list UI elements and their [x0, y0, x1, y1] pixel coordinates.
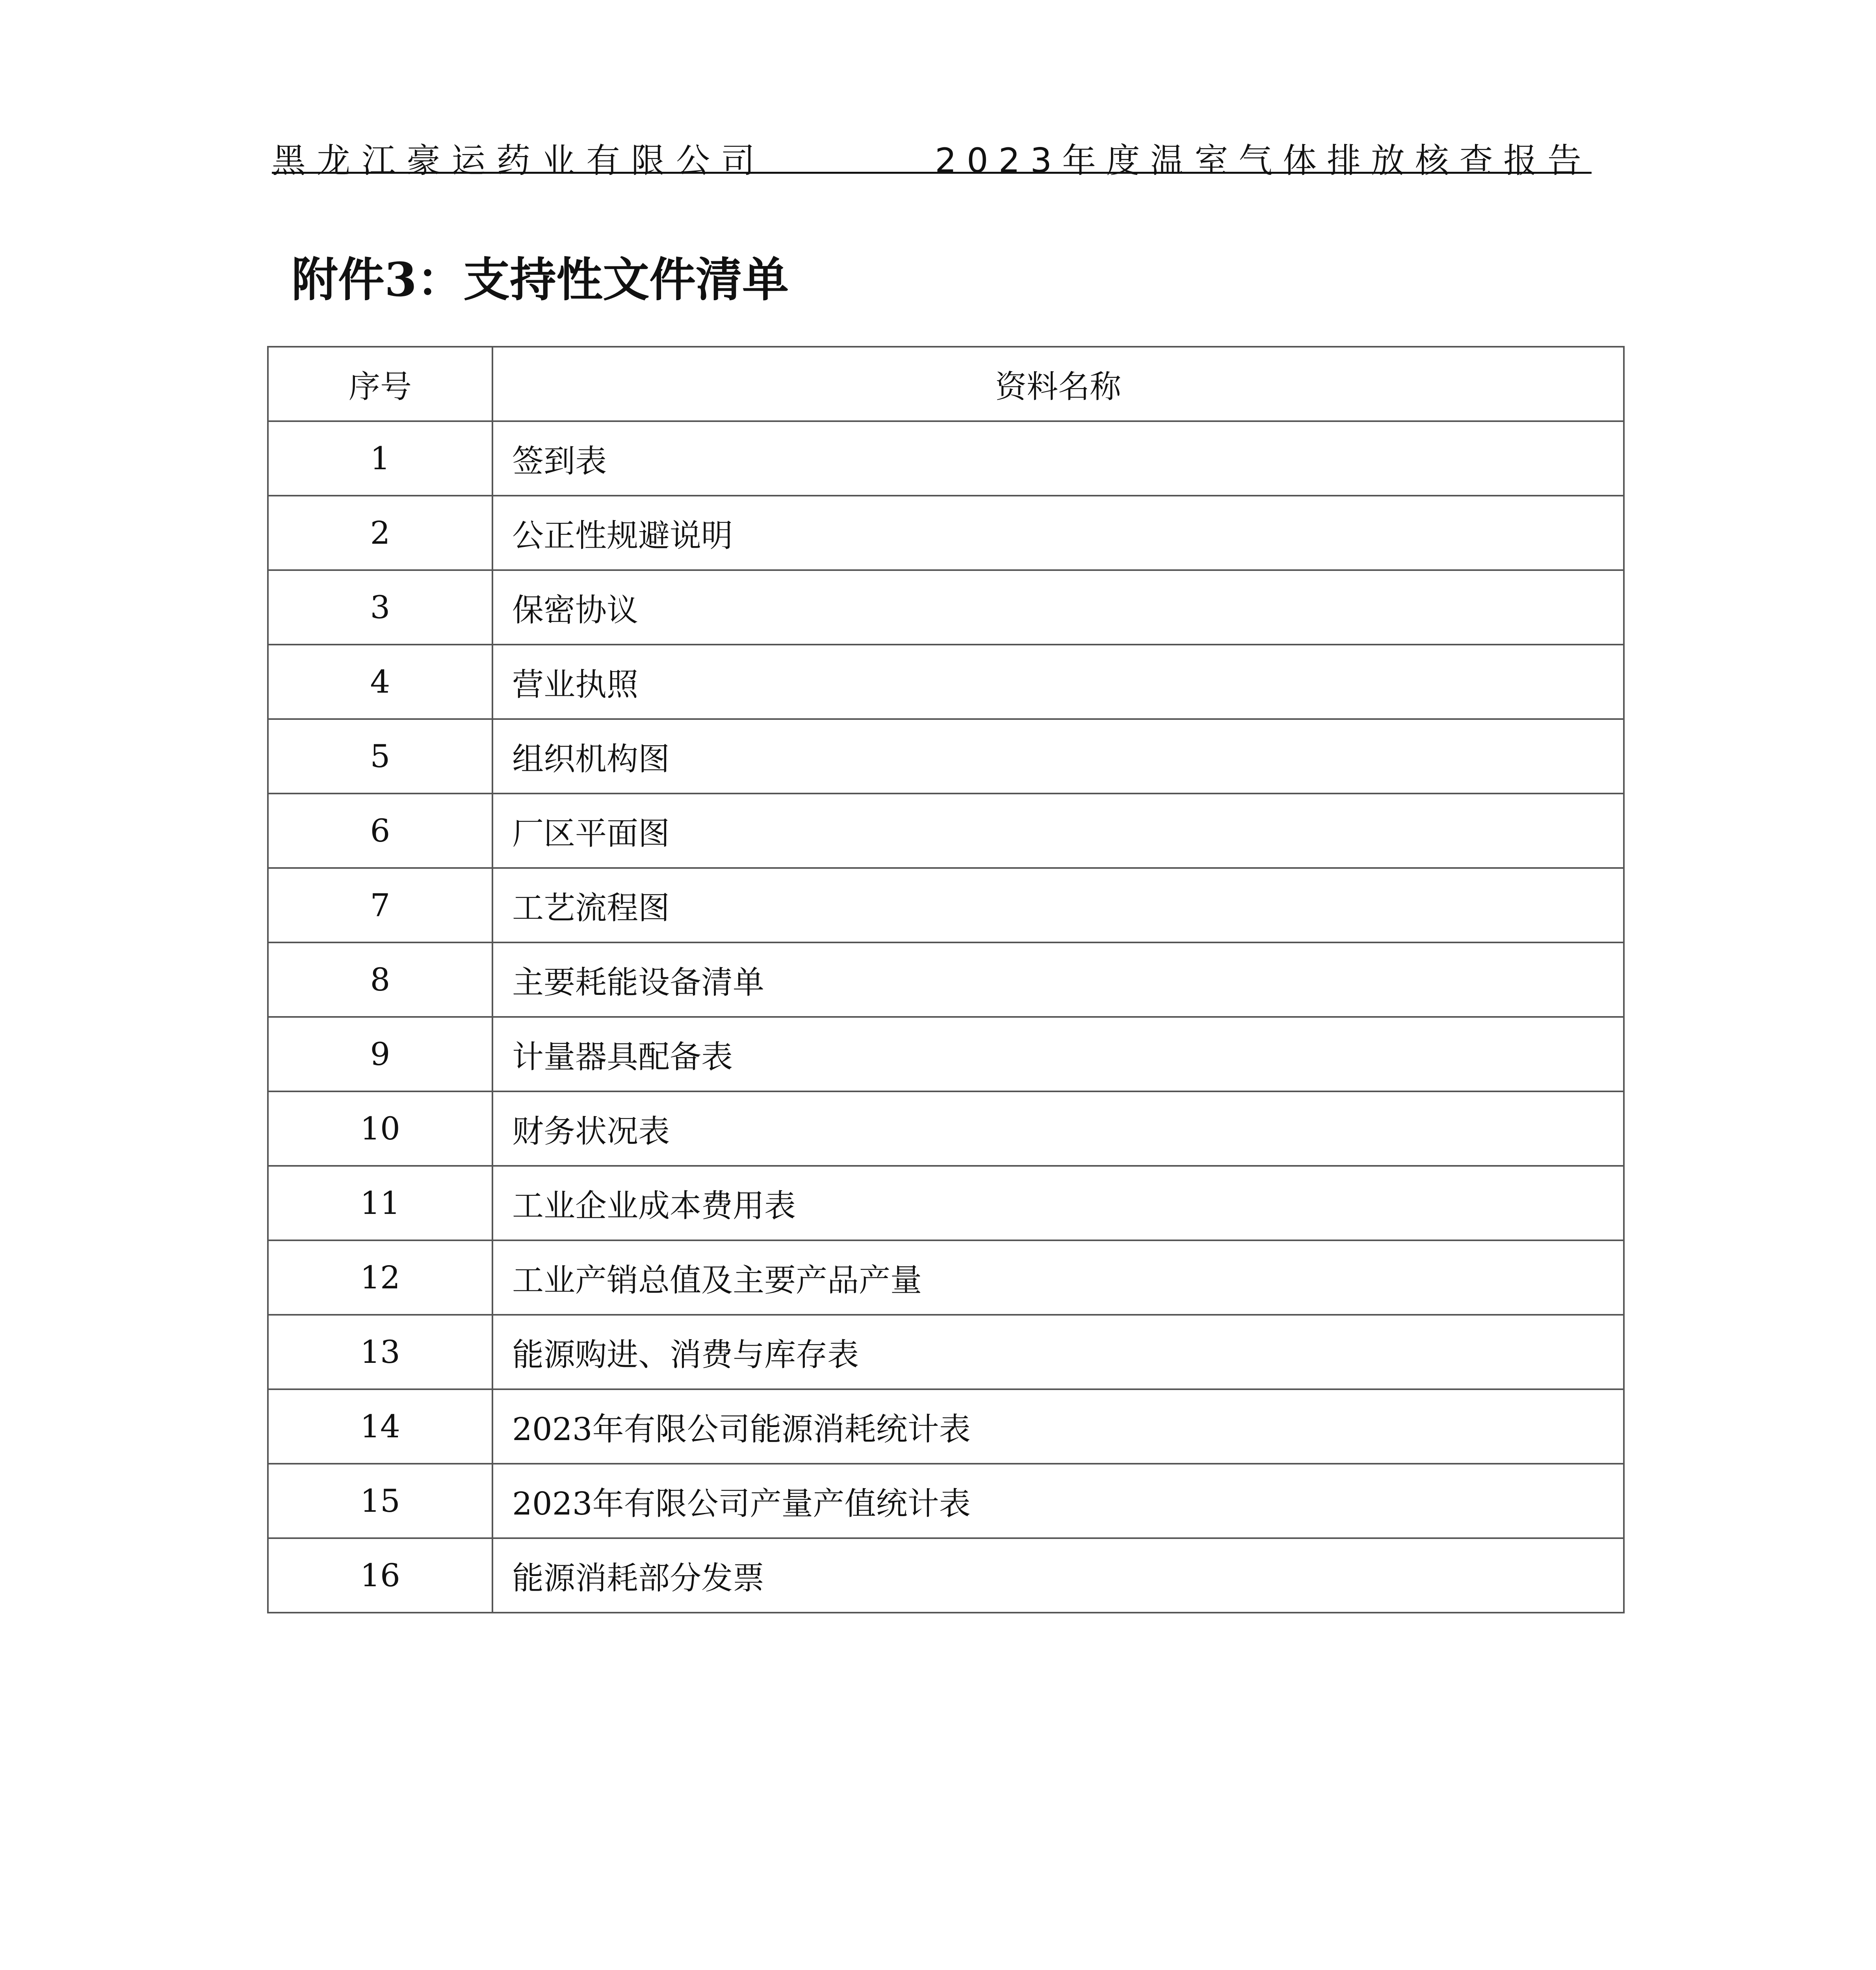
row-number: 1 [268, 421, 492, 496]
row-number: 13 [268, 1315, 492, 1389]
row-document-name: 厂区平面图 [492, 794, 1624, 868]
table-row [268, 1017, 1624, 1091]
row-document-name: 财务状况表 [492, 1091, 1624, 1166]
row-number: 4 [268, 645, 492, 719]
row-number: 3 [268, 570, 492, 645]
row-number: 6 [268, 794, 492, 868]
row-number: 10 [268, 1091, 492, 1166]
row-number: 16 [268, 1538, 492, 1613]
header-serial-number: 序号 [268, 347, 492, 421]
table-row [268, 719, 1624, 794]
table-row [268, 1240, 1624, 1315]
row-number: 8 [268, 942, 492, 1017]
row-document-name: 工业产销总值及主要产品产量 [492, 1240, 1624, 1315]
row-document-name: 2023年有限公司产量产值统计表 [492, 1464, 1624, 1538]
row-number: 15 [268, 1464, 492, 1538]
row-document-name: 主要耗能设备清单 [492, 942, 1624, 1017]
table-row [268, 1389, 1624, 1464]
table-row [268, 794, 1624, 868]
row-number: 12 [268, 1240, 492, 1315]
table-header-row [268, 347, 1624, 421]
table-row [268, 496, 1624, 570]
page-title: 附件3：支持性文件清单 [292, 252, 789, 307]
row-document-name: 工艺流程图 [492, 868, 1624, 942]
table-row [268, 1464, 1624, 1538]
row-number: 7 [268, 868, 492, 942]
table-row [268, 1538, 1624, 1613]
row-document-name: 能源购进、消费与库存表 [492, 1315, 1624, 1389]
row-document-name: 营业执照 [492, 645, 1624, 719]
row-document-name: 能源消耗部分发票 [492, 1538, 1624, 1613]
row-document-name: 签到表 [492, 421, 1624, 496]
header-document-name: 资料名称 [492, 347, 1624, 421]
table-row [268, 942, 1624, 1017]
row-number: 5 [268, 719, 492, 794]
supporting-documents-table [267, 346, 1625, 1613]
table-row [268, 1091, 1624, 1166]
table-row [268, 645, 1624, 719]
row-number: 9 [268, 1017, 492, 1091]
row-number: 14 [268, 1389, 492, 1464]
header-rule [272, 172, 1592, 174]
table-row [268, 868, 1624, 942]
row-document-name: 计量器具配备表 [492, 1017, 1624, 1091]
page-header [272, 125, 1592, 180]
table-row [268, 570, 1624, 645]
row-number: 2 [268, 496, 492, 570]
table-row [268, 1166, 1624, 1240]
header-report-title: 2023年度温室气体排放核查报告 [935, 141, 1592, 180]
table-row [268, 421, 1624, 496]
row-document-name: 保密协议 [492, 570, 1624, 645]
row-document-name: 工业企业成本费用表 [492, 1166, 1624, 1240]
row-document-name: 2023年有限公司能源消耗统计表 [492, 1389, 1624, 1464]
row-document-name: 公正性规避说明 [492, 496, 1624, 570]
header-company-name: 黑龙江豪运药业有限公司 [272, 141, 766, 180]
row-number: 11 [268, 1166, 492, 1240]
table-row [268, 1315, 1624, 1389]
row-document-name: 组织机构图 [492, 719, 1624, 794]
